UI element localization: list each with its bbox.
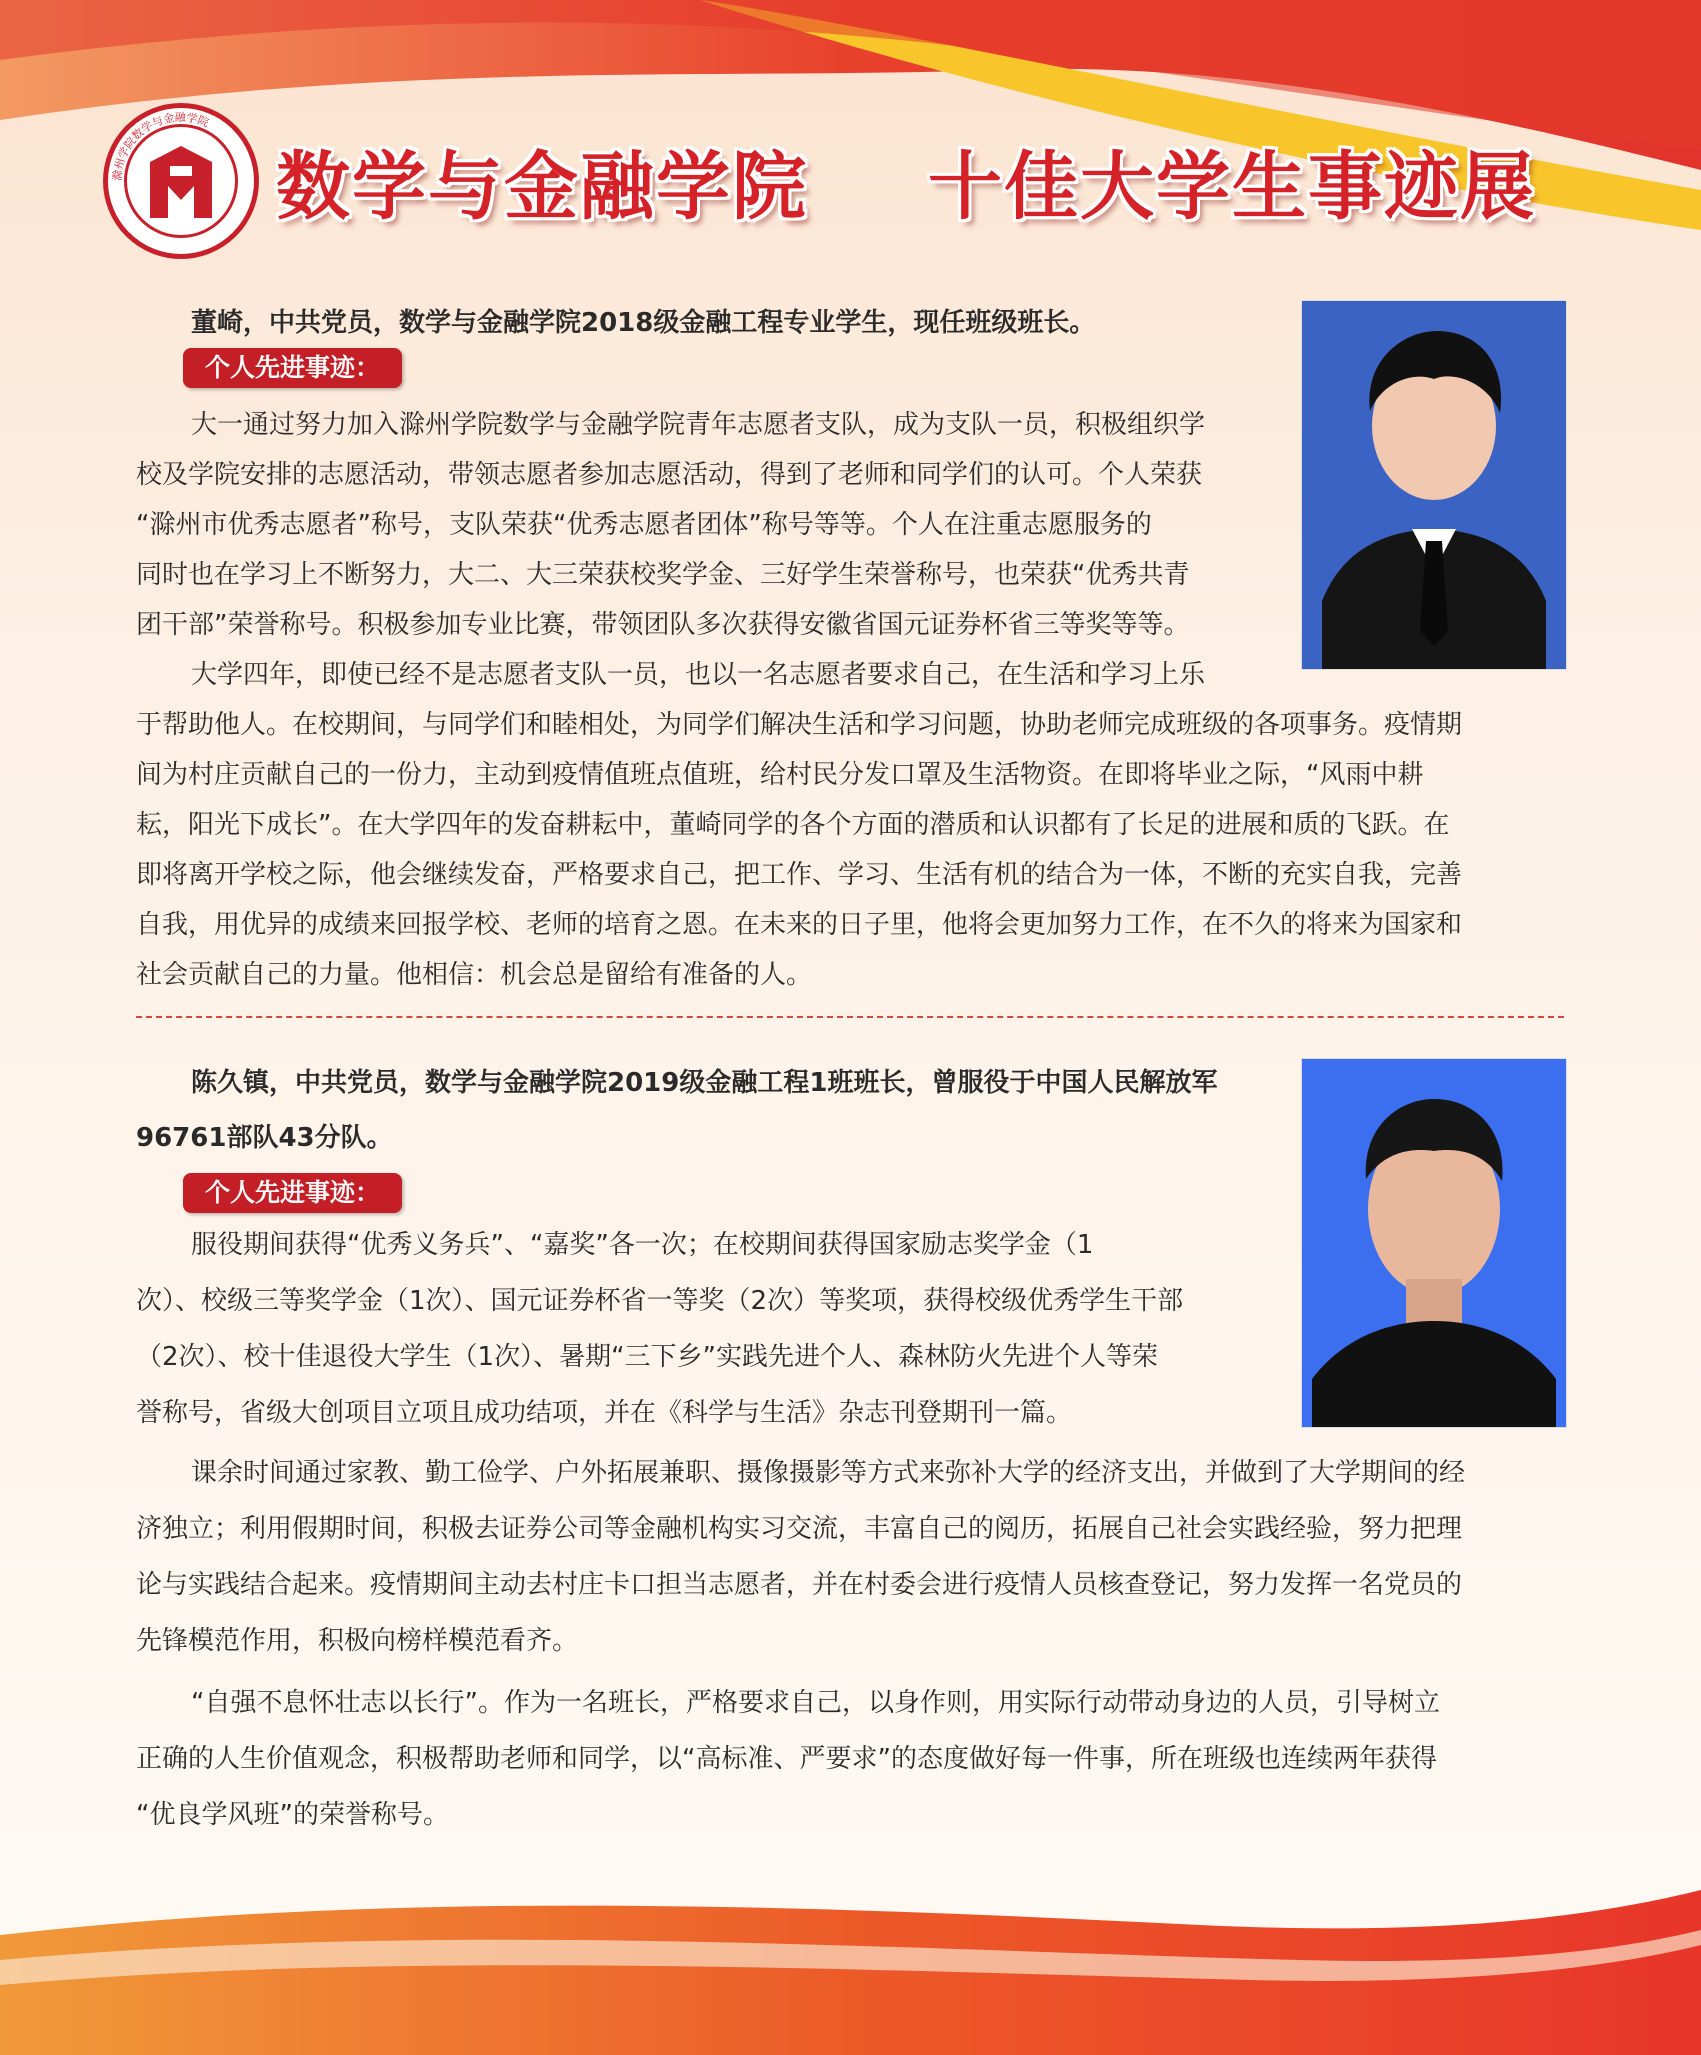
person2-line: 誉称号，省级大创项目立项且成功结项，并在《科学与生活》杂志刊登期刊一篇。 bbox=[136, 1398, 1073, 1428]
page-title-exhibition: 十佳大学生事迹展 bbox=[928, 144, 1536, 230]
person1-line: 大学四年，即使已经不是志愿者支队一员，也以一名志愿者要求自己，在生活和学习上乐 bbox=[191, 660, 1206, 690]
portrait-icon bbox=[1302, 1059, 1566, 1427]
person1-line: 即将离开学校之际，他会继续发奋，严格要求自己，把工作、学习、生活有机的结合为一体，不断的充实自我，完善 bbox=[136, 860, 1463, 890]
person2-intro: 陈久镇，中共党员，数学与金融学院2019级金融工程1班班长，曾服役于中国人民解放军 bbox=[191, 1068, 1218, 1098]
person2-intro-cont: 96761部队43分队。 bbox=[136, 1123, 393, 1153]
person1-badge: 个人先进事迹： bbox=[183, 348, 402, 388]
person1-photo bbox=[1301, 300, 1567, 670]
person1-line: 大一通过努力加入滁州学院数学与金融学院青年志愿者支队，成为支队一员，积极组织学 bbox=[191, 410, 1206, 440]
person2-line: 服役期间获得“优秀义务兵”、“嘉奖”各一次；在校期间获得国家励志奖学金（1 bbox=[191, 1230, 1094, 1260]
person2-photo bbox=[1301, 1058, 1567, 1428]
person2-line: 论与实践结合起来。疫情期间主动去村庄卡口担当志愿者，并在村委会进行疫情人员核查登记，努力发挥一名党员的 bbox=[136, 1570, 1463, 1600]
person2-line: 课余时间通过家教、勤工俭学、户外拓展兼职、摄像摄影等方式来弥补大学的经济支出，并做到了大学期间的经 bbox=[191, 1458, 1466, 1488]
person1-intro: 董崎，中共党员，数学与金融学院2018级金融工程专业学生，现任班级班长。 bbox=[191, 308, 1096, 338]
person2-line: 次）、校级三等奖学金（1次）、国元证券杯省一等奖（2次）等奖项，获得校级优秀学生干部 bbox=[136, 1286, 1184, 1316]
person1-line: “滁州市优秀志愿者”称号，支队荣获“优秀志愿者团体”称号等等。个人在注重志愿服务的 bbox=[136, 510, 1152, 540]
person2-line: “优良学风班”的荣誉称号。 bbox=[136, 1800, 449, 1830]
person2-badge: 个人先进事迹： bbox=[183, 1173, 402, 1213]
person2-line: 先锋模范作用，积极向榜样模范看齐。 bbox=[136, 1626, 579, 1656]
person1-line: 自我，用优异的成绩来回报学校、老师的培育之恩。在未来的日子里，他将会更加努力工作，在不久的将来为国家和 bbox=[136, 910, 1463, 940]
person2-line: 济独立；利用假期时间，积极去证券公司等金融机构实习交流，丰富自己的阅历，拓展自己社会实践经验，努力把理 bbox=[136, 1514, 1463, 1544]
person1-line: 同时也在学习上不断努力，大二、大三荣获校奖学金、三好学生荣誉称号，也荣获“优秀共青 bbox=[136, 560, 1190, 590]
svg-text:滁州学院数学与金融学院: 滁州学院数学与金融学院 bbox=[110, 110, 211, 182]
section-divider bbox=[136, 1016, 1564, 1018]
college-logo bbox=[103, 103, 259, 259]
person1-line: 耘，阳光下成长”。在大学四年的发奋耕耘中，董崎同学的各个方面的潜质和认识都有了长足的进展和质的飞跃。在 bbox=[136, 810, 1450, 840]
person1-line: 于帮助他人。在校期间，与同学们和睦相处，为同学们解决生活和学习问题，协助老师完成班级的各项事务。疫情期 bbox=[136, 710, 1463, 740]
page-title-college: 数学与金融学院 bbox=[276, 144, 808, 230]
person1-line: 社会贡献自己的力量。他相信：机会总是留给有准备的人。 bbox=[136, 960, 813, 990]
person1-line: 校及学院安排的志愿活动，带领志愿者参加志愿活动，得到了老师和同学们的认可。个人荣获 bbox=[136, 460, 1203, 490]
person2-line: （2次）、校十佳退役大学生（1次）、暑期“三下乡”实践先进个人、森林防火先进个人等荣 bbox=[136, 1342, 1159, 1372]
logo-ring-text bbox=[108, 108, 254, 254]
person2-line: 正确的人生价值观念，积极帮助老师和同学，以“高标准、严要求”的态度做好每一件事，所在班级也连续两年获得 bbox=[136, 1744, 1437, 1774]
person1-line: 间为村庄贡献自己的一份力，主动到疫情值班点值班，给村民分发口罩及生活物资。在即将毕业之际，“风雨中耕 bbox=[136, 760, 1424, 790]
person1-line: 团干部”荣誉称号。积极参加专业比赛，带领团队多次获得安徽省国元证券杯省三等奖等等。 bbox=[136, 610, 1190, 640]
person2-line: “自强不息怀壮志以长行”。作为一名班长，严格要求自己，以身作则，用实际行动带动身边的人员，引导树立 bbox=[191, 1688, 1440, 1718]
portrait-icon bbox=[1302, 301, 1566, 669]
